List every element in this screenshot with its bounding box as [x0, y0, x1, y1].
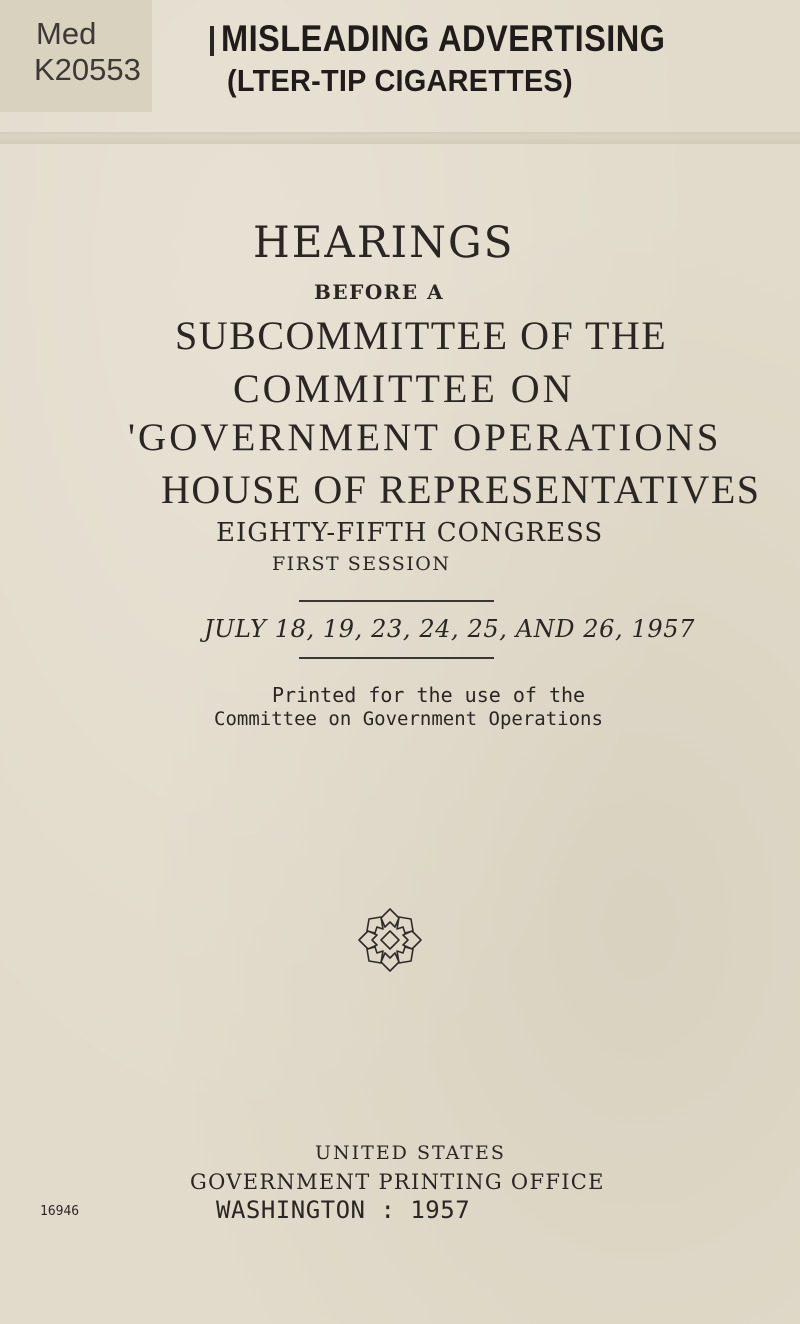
session-text: FIRST SESSION [272, 553, 451, 575]
catalog-number: 16946 [40, 1204, 80, 1219]
stamp-line-med: Med [36, 16, 97, 51]
title-paren-mark [210, 26, 214, 56]
hearing-dates: JULY 18, 19, 23, 24, 25, AND 26, 1957 [204, 615, 695, 643]
house-of-representatives-text: HOUSE OF REPRESENTATIVES [161, 467, 761, 512]
printer-ornament-icon [355, 905, 425, 975]
rule-below-dates [299, 657, 494, 659]
place-and-year: WASHINGTON : 1957 [216, 1196, 471, 1224]
rule-above-dates [299, 600, 494, 602]
before-a-text: BEFORE A [314, 280, 445, 304]
printed-for-line1: Printed for the use of the [272, 683, 586, 707]
congress-text: EIGHTY-FIFTH CONGRESS [216, 518, 604, 548]
united-states-text: UNITED STATES [315, 1142, 506, 1164]
committee-on-text: COMMITTEE ON [233, 366, 575, 411]
subcommittee-text: SUBCOMMITTEE OF THE [175, 313, 668, 358]
hearings-heading: HEARINGS [253, 218, 515, 268]
printing-office-text: GOVERNMENT PRINTING OFFICE [190, 1170, 605, 1194]
document-title: MISLEADING ADVERTISING [221, 18, 666, 59]
printed-for-line2: Committee on Government Operations [214, 708, 603, 730]
header-divider [0, 132, 800, 144]
stamp-line-call-number: K20553 [34, 52, 141, 87]
government-operations-text: 'GOVERNMENT OPERATIONS [128, 416, 722, 459]
document-subtitle: (LTER-TIP CIGARETTES) [227, 63, 573, 98]
